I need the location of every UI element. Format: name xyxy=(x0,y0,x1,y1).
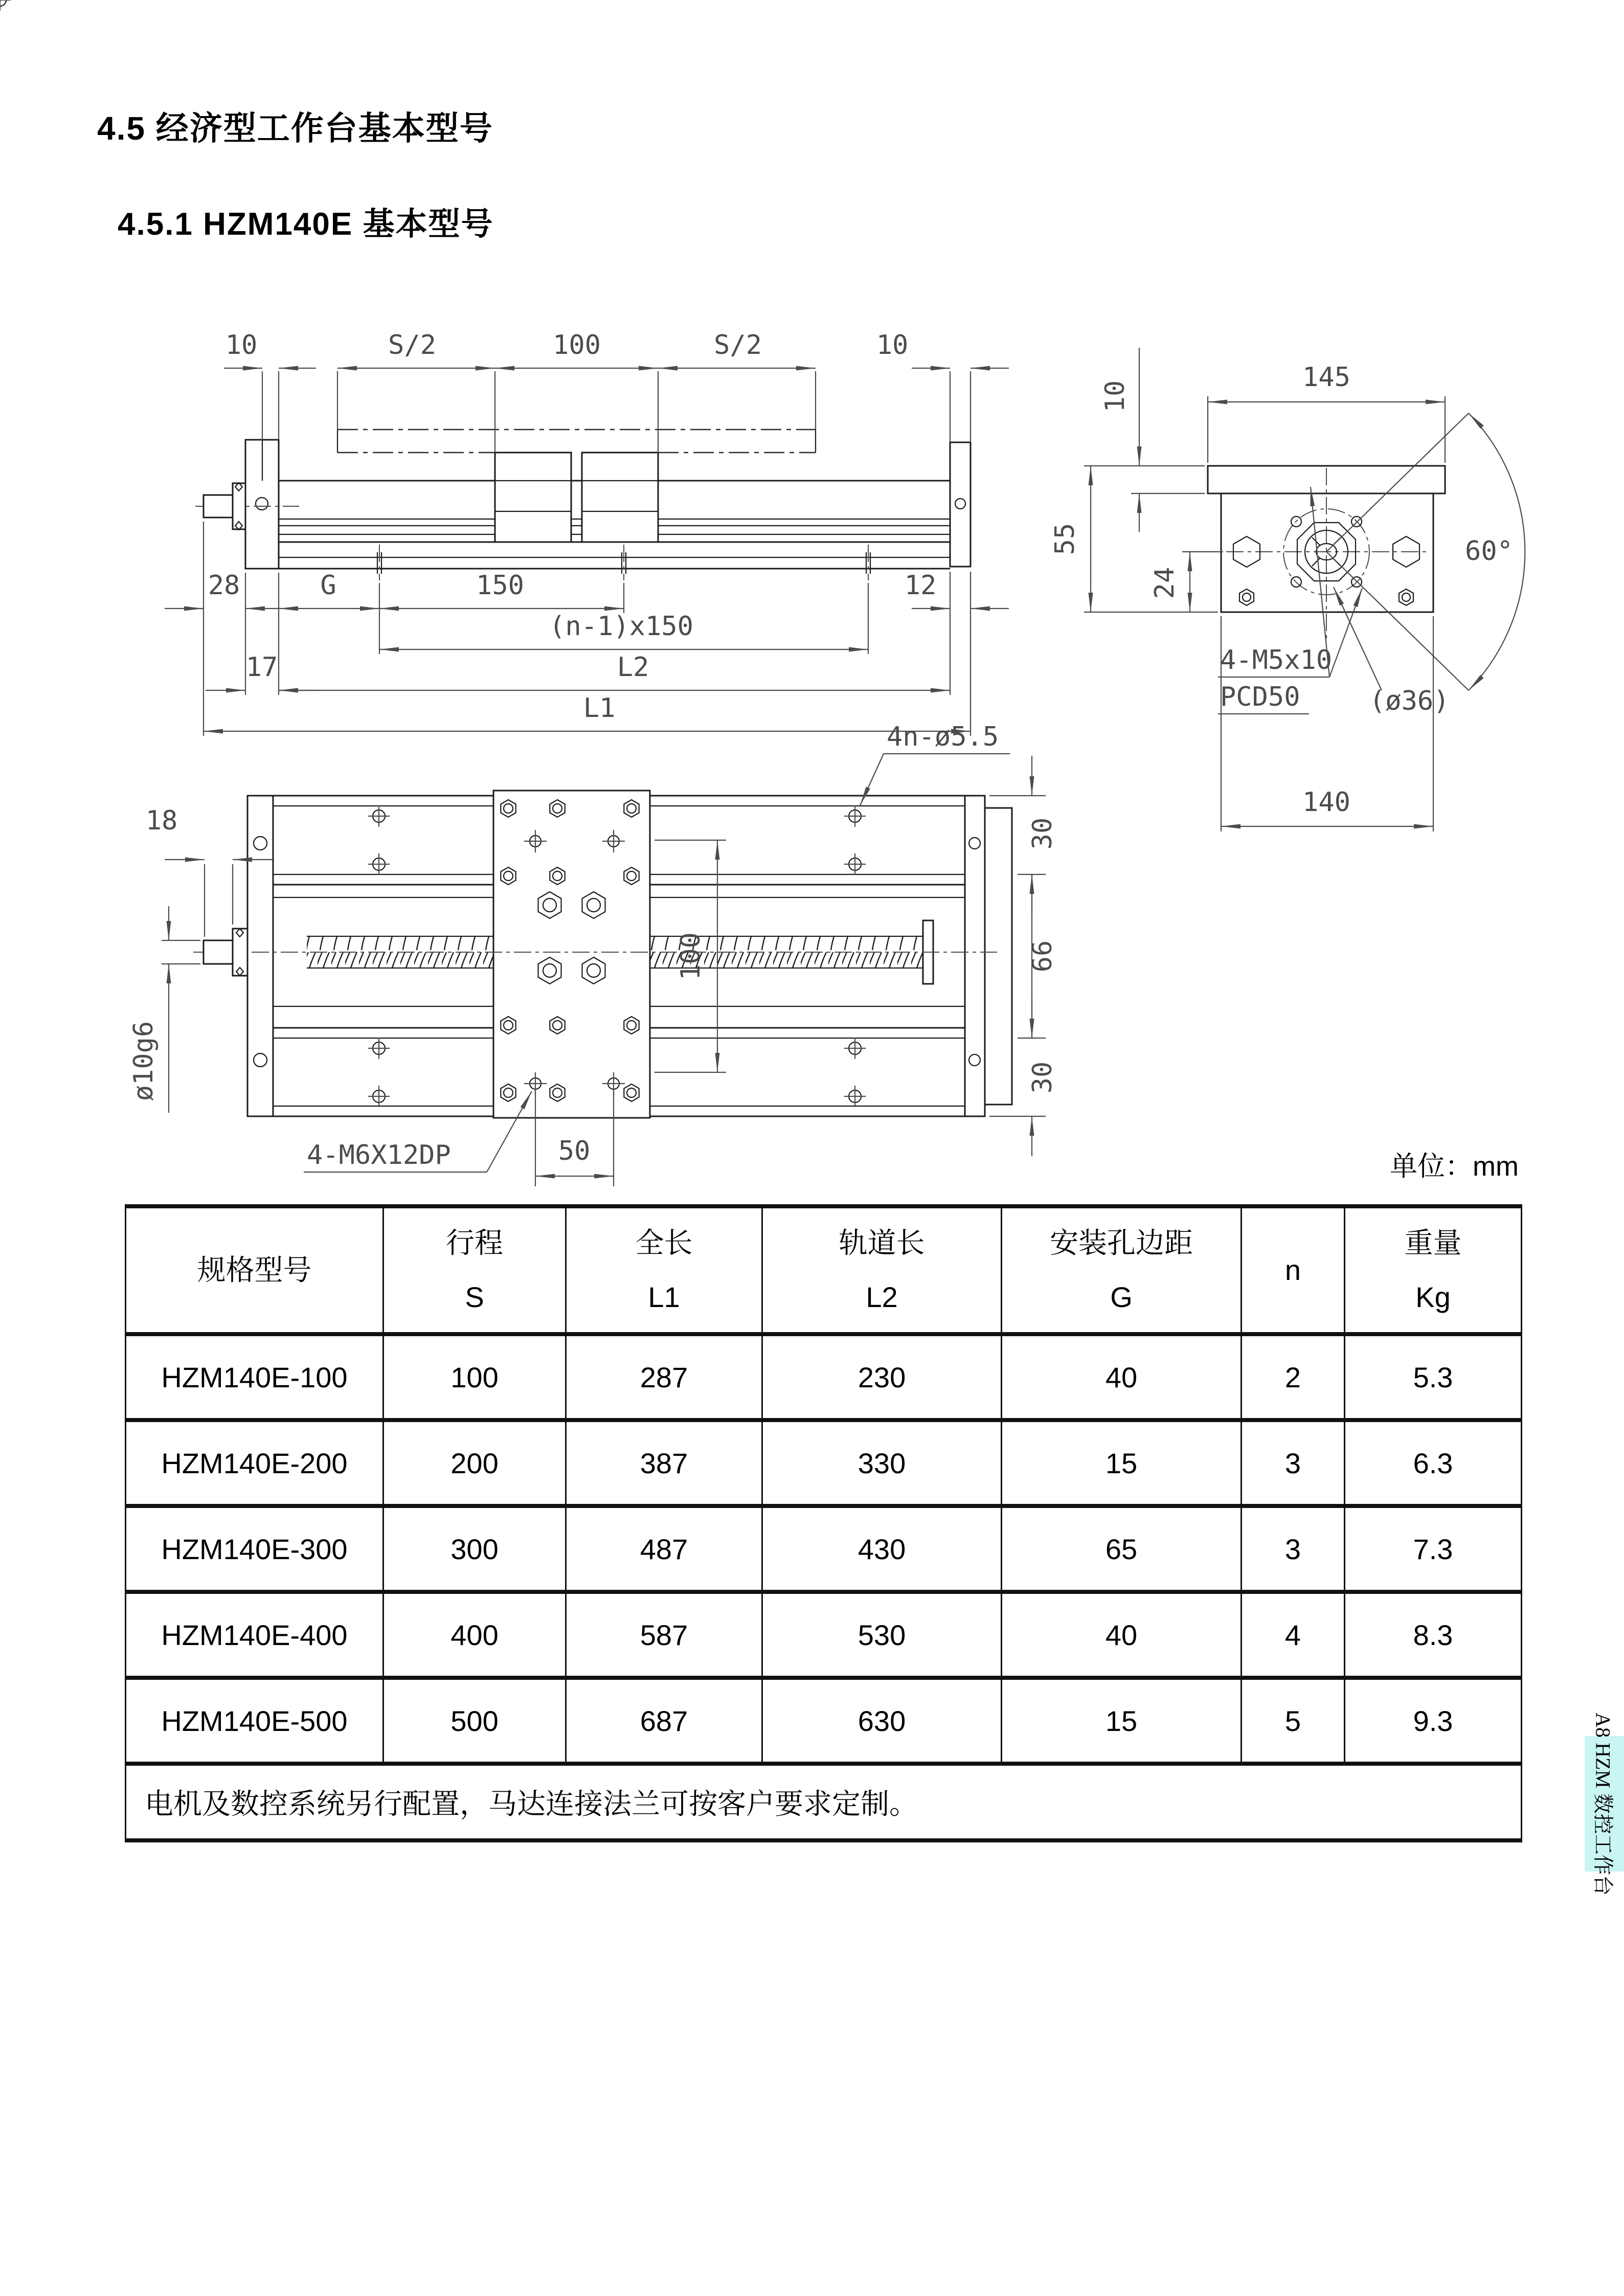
front-travel-envelope xyxy=(337,430,816,453)
top-dim-shaft xyxy=(128,906,200,1113)
dim-end-55: 55 xyxy=(1050,523,1080,555)
cell-kg: 8.3 xyxy=(1345,1592,1522,1678)
header-weight: 重量 Kg xyxy=(1345,1206,1522,1334)
cell-l1: 287 xyxy=(566,1334,762,1420)
cell-kg: 9.3 xyxy=(1345,1678,1522,1764)
end-dim-24 xyxy=(1149,552,1223,612)
note-pcd50: PCD50 xyxy=(1220,682,1300,712)
cell-g: 40 xyxy=(1002,1592,1242,1678)
cell-s: 100 xyxy=(384,1334,566,1420)
dim-top-30-bottom: 30 xyxy=(1027,1061,1058,1094)
end-view xyxy=(1050,348,1525,831)
dim-top-30-top: 30 xyxy=(1027,817,1058,850)
page-title: 4.5 经济型工作台基本型号 xyxy=(97,110,493,147)
top-right-flange xyxy=(965,796,1012,1116)
front-dim-pitch xyxy=(379,611,868,649)
dim-top-100: 100 xyxy=(675,932,706,980)
dim-top-shaft-dia: ø10g6 xyxy=(128,1021,159,1101)
cell-s: 500 xyxy=(384,1678,566,1764)
front-table-block xyxy=(495,453,658,542)
header-stroke: 行程 S xyxy=(384,1206,566,1334)
dim-front-L2: L2 xyxy=(617,652,649,683)
front-dim-L1 xyxy=(204,693,971,731)
dim-front-n1x150: (n-1)x150 xyxy=(549,611,693,642)
table-row xyxy=(126,1592,1522,1678)
cell-n: 4 xyxy=(1242,1592,1345,1678)
front-view xyxy=(165,330,1009,736)
cell-g: 65 xyxy=(1002,1506,1242,1592)
dim-end-140: 140 xyxy=(1302,787,1350,818)
dim-front-150: 150 xyxy=(476,570,524,601)
table-header-row xyxy=(126,1206,1522,1334)
cell-kg: 7.3 xyxy=(1345,1506,1522,1592)
dim-front-G: G xyxy=(320,570,336,601)
table-row xyxy=(126,1506,1522,1592)
header-rail-length: 轨道长 L2 xyxy=(762,1206,1002,1334)
top-carriage-plate xyxy=(493,791,650,1118)
front-end-plate xyxy=(950,442,971,567)
dim-front-100: 100 xyxy=(553,330,601,361)
dim-end-60deg: 60° xyxy=(1465,536,1513,567)
dim-front-L1: L1 xyxy=(583,693,616,724)
note-m6: 4-M6X12DP xyxy=(307,1140,451,1170)
cell-l1: 687 xyxy=(566,1678,762,1764)
dim-front-10-left: 10 xyxy=(225,330,258,361)
dim-front-17: 17 xyxy=(245,652,278,683)
cell-model: HZM140E-500 xyxy=(126,1678,384,1764)
note-d36: (ø36) xyxy=(1369,686,1450,716)
side-tab xyxy=(1585,1712,1624,1896)
note-m5: 4-M5x10 xyxy=(1220,645,1333,676)
cell-l2: 230 xyxy=(762,1334,1002,1420)
end-dim-10 xyxy=(1100,348,1205,532)
front-dim-17-L2 xyxy=(206,652,950,690)
cell-model: HZM140E-200 xyxy=(126,1420,384,1506)
header-n: n xyxy=(1242,1206,1345,1334)
cell-g: 40 xyxy=(1002,1334,1242,1420)
table-row xyxy=(126,1334,1522,1420)
spec-table xyxy=(125,1204,1522,1842)
dim-front-s2-right: S/2 xyxy=(714,330,762,361)
front-rail-hole-ticks xyxy=(377,545,870,580)
cell-kg: 5.3 xyxy=(1345,1334,1522,1420)
cell-l1: 487 xyxy=(566,1506,762,1592)
cell-l1: 587 xyxy=(566,1592,762,1678)
end-note-d36 xyxy=(1334,587,1450,716)
front-motor-plate xyxy=(245,440,279,569)
dim-front-12: 12 xyxy=(904,570,937,601)
unit-label: 单位：mm xyxy=(1390,1151,1519,1182)
dim-front-28: 28 xyxy=(208,570,240,601)
top-input-shaft xyxy=(204,929,247,976)
end-dim-145 xyxy=(1208,362,1445,463)
cell-g: 15 xyxy=(1002,1420,1242,1506)
note-4n-d55: 4n-ø5.5 xyxy=(887,722,999,752)
dim-end-145: 145 xyxy=(1302,362,1350,393)
cell-g: 15 xyxy=(1002,1678,1242,1764)
cell-s: 300 xyxy=(384,1506,566,1592)
top-note-4n xyxy=(860,722,1010,805)
table-row xyxy=(126,1420,1522,1506)
front-dim-top xyxy=(224,330,1009,453)
cell-model: HZM140E-400 xyxy=(126,1592,384,1678)
dim-top-50: 50 xyxy=(558,1136,591,1166)
table-note-row xyxy=(126,1764,1522,1840)
header-model: 规格型号 xyxy=(126,1206,384,1334)
table-row xyxy=(126,1678,1522,1764)
cell-s: 400 xyxy=(384,1592,566,1678)
table-note: 电机及数控系统另行配置，马达连接法兰可按客户要求定制。 xyxy=(126,1764,1522,1840)
cell-l2: 630 xyxy=(762,1678,1002,1764)
top-left-flange xyxy=(247,796,273,1116)
cell-n: 3 xyxy=(1242,1420,1345,1506)
cell-kg: 6.3 xyxy=(1345,1420,1522,1506)
page-subtitle: 4.5.1 HZM140E 基本型号 xyxy=(118,207,494,242)
dim-top-18: 18 xyxy=(145,805,178,836)
dim-front-10-right: 10 xyxy=(876,330,909,361)
cell-n: 2 xyxy=(1242,1334,1345,1420)
cell-model: HZM140E-100 xyxy=(126,1334,384,1420)
cell-l2: 430 xyxy=(762,1506,1002,1592)
header-hole-margin: 安装孔边距 G xyxy=(1002,1206,1242,1334)
top-view xyxy=(0,0,1058,1186)
cell-l2: 530 xyxy=(762,1592,1002,1678)
header-total-length: 全长 L1 xyxy=(566,1206,762,1334)
cell-n: 5 xyxy=(1242,1678,1345,1764)
dim-end-10: 10 xyxy=(1100,380,1131,413)
cell-s: 200 xyxy=(384,1420,566,1506)
cell-n: 3 xyxy=(1242,1506,1345,1592)
side-tab-label: A8 HZM 数控工作台 xyxy=(1591,1712,1614,1896)
dim-front-s2-left: S/2 xyxy=(388,330,436,361)
dim-end-24: 24 xyxy=(1149,567,1180,599)
cell-l1: 387 xyxy=(566,1420,762,1506)
dim-top-66: 66 xyxy=(1027,940,1058,973)
cell-l2: 330 xyxy=(762,1420,1002,1506)
cell-model: HZM140E-300 xyxy=(126,1506,384,1592)
end-dim-55 xyxy=(1050,466,1218,612)
